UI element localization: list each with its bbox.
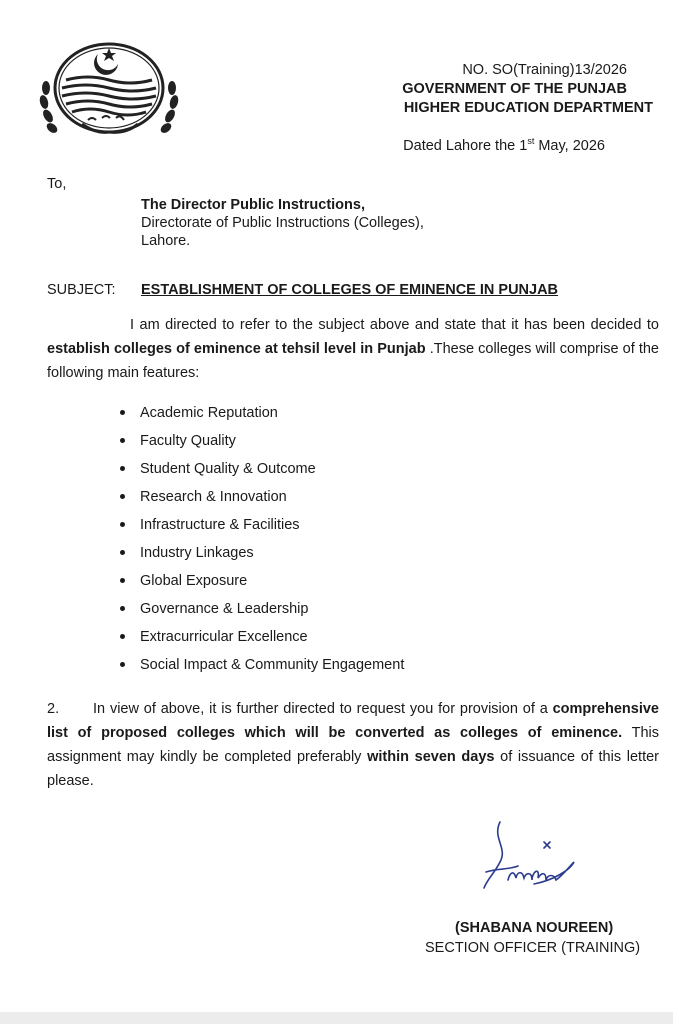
signatory-name: (SHABANA NOUREEN): [455, 920, 614, 936]
page-bottom-edge: [0, 1012, 673, 1024]
recipient-line-2: Directorate of Public Instructions (Colleges),: [141, 215, 424, 231]
list-item: Research & Innovation: [126, 487, 404, 515]
government-name: GOVERNMENT OF THE PUNJAB: [402, 81, 627, 97]
bullet-icon: [120, 578, 125, 583]
bullet-icon: [120, 410, 125, 415]
to-label: To,: [47, 176, 67, 192]
recipient-line-3: Lahore.: [141, 233, 191, 249]
subject-label: SUBJECT:: [47, 282, 116, 298]
signatory-title: SECTION OFFICER (TRAINING): [425, 940, 641, 956]
bullet-icon: [120, 550, 125, 555]
list-item: Academic Reputation: [126, 403, 404, 431]
bullet-icon: [120, 634, 125, 639]
bullet-icon: [120, 494, 125, 499]
recipient-address: [141, 196, 424, 250]
handwritten-signature: [478, 818, 588, 896]
bullet-icon: [120, 522, 125, 527]
list-item: Global Exposure: [126, 571, 404, 599]
subject-text: ESTABLISHMENT OF COLLEGES OF EMINENCE IN PUNJAB: [141, 282, 559, 298]
list-item: Industry Linkages: [126, 543, 404, 571]
bullet-icon: [120, 662, 125, 667]
letter-number: NO. SO(Training)13/2026: [462, 62, 627, 78]
bullet-icon: [120, 438, 125, 443]
list-item: Governance & Leadership: [126, 599, 404, 627]
list-item: Faculty Quality: [126, 431, 404, 459]
recipient-name: The Director Public Instructions,: [141, 197, 365, 213]
list-item: Social Impact & Community Engagement: [126, 655, 404, 683]
bullet-icon: [120, 606, 125, 611]
features-list: [126, 403, 404, 683]
list-item: Infrastructure & Facilities: [126, 515, 404, 543]
list-item: Student Quality & Outcome: [126, 459, 404, 487]
punjab-emblem-logo: [36, 36, 182, 144]
paragraph-1: I am directed to refer to the subject above and state that it has been decided to establish colleges of eminence at tehsil level in Punjab .These colleges will comprise of the following main features:: [47, 317, 659, 381]
paragraph-2: 2. In view of above, it is further directed to request you for provision of a comprehensive list of proposed colleges which will be converted as colleges of eminence. This assignment may kindly be completed preferably within seven days of issuance of this letter please.: [47, 701, 659, 789]
letter-date: Dated Lahore the 1st May, 2026: [403, 136, 605, 154]
list-item: Extracurricular Excellence: [126, 627, 404, 655]
department-name: HIGHER EDUCATION DEPARTMENT: [403, 100, 653, 116]
bullet-icon: [120, 466, 125, 471]
